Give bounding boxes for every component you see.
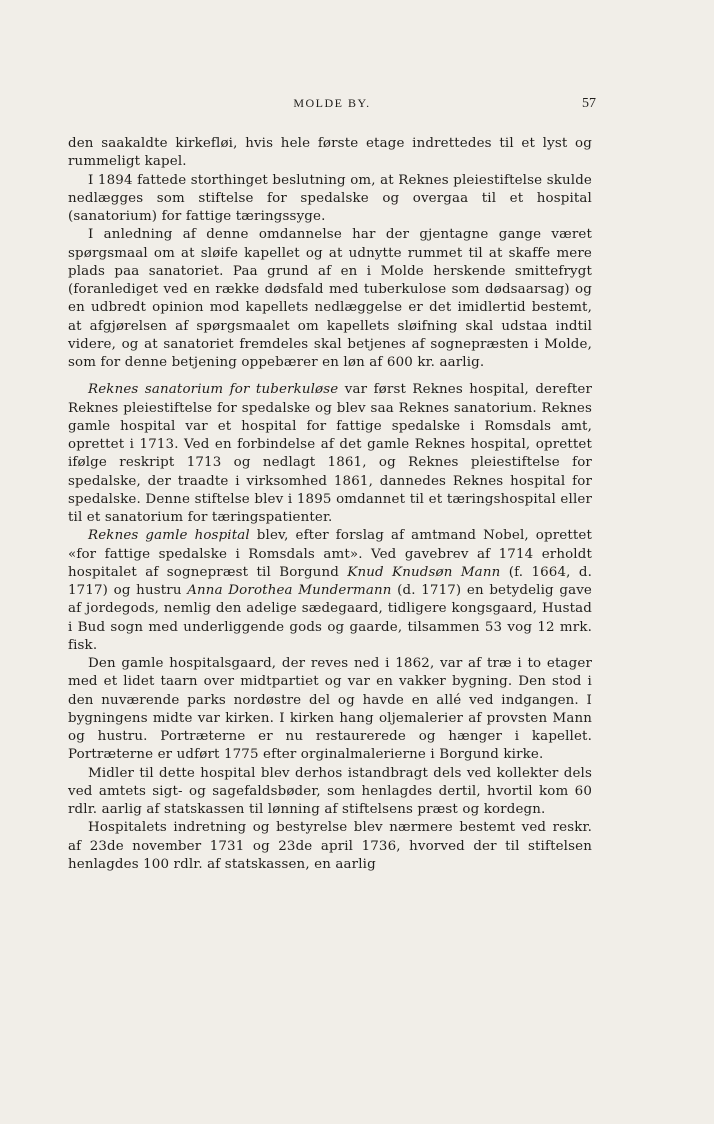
paragraph — [68, 819, 592, 874]
text-run: I anledning af denne omdannelse har der gjentagne gange været spørgsmaal om at sløife kapellet og at udnytte rummet til at skaffe mere plads paa sanatoriet. Paa grund af en i Molde herskende smittefrygt (foranlediget ved en række dødsfald med tuberkulose som dødsaarsag) og en udbredt opinion mod kapellets nedlæggelse er det imidlertid bestemt, at afgjørelsen af spørgsmaalet om kapellets sløifning skal udstaa indtil videre, og at sanatoriet fremdeles skal betjenes af sognepræsten i Molde, som for denne betjening oppebærer en løn af 600 kr. aarlig. — [68, 227, 592, 370]
text-run: den saakaldte kirkefløi, hvis hele første etage indrettedes til et lyst og rummeligt kapel. — [68, 136, 592, 170]
italic-term: Reknes sanatorium for tuberkuløse — [88, 382, 339, 398]
paragraph — [68, 226, 592, 372]
paragraph — [68, 765, 592, 820]
text-run: blev, efter forslag af amtmand Nobel, oprettet «for fattige spedalske i Romsdals amt». Ved gavebrev af 1714 erholdt hospitalet af sognepræst til Borgund — [68, 528, 592, 580]
italic-term: Reknes gamle hospital — [88, 528, 250, 544]
body-text — [68, 135, 592, 874]
page-number: 57 — [582, 96, 596, 111]
text-run: Hospitalets indretning og bestyrelse blev nærmere bestemt ved reskr. af 23de november 1731 og 23de april 1736, hvorved der til stiftelsen henlagdes 100 rdlr. af statskassen, en aarlig — [68, 820, 592, 872]
text-run: var først Reknes hospital, derefter Reknes pleiestiftelse for spedalske og blev saa Reknes sanatorium. Reknes gamle hospital var et hospital for fattige spedalske i Romsdals amt, oprettet i 1713. Ved en forbindelse af det gamle Reknes hospital, oprettet ifølge reskript 1713 og nedlagt 1861, og Reknes pleiestiftelse for spedalske, der traadte i virksomhed 1861, dannedes Reknes hospital for spedalske. Denne stiftelse blev i 1895 omdannet til et tæringshospital eller til et sanatorium for tæringspatienter. — [68, 382, 593, 525]
text-run: Midler til dette hospital blev derhos istandbragt dels ved kollekter dels ved amtets sigt- og sagefaldsbøder, som henlagdes dertil, hvortil kom 60 rdlr. aarlig af statskassen til lønning af stiftelsens præst og kordegn. — [68, 765, 592, 817]
text-run: Den gamle hospitalsgaard, der reves ned i 1862, var af træ i to etager med et lidet taarn over midtpartiet og var en vakker bygning. Den stod i den nuværende parks nordøstre del og havde en allé ved indgangen. I bygningens midte var kirken. I kirken hang oljemalerier af provsten Mann og hustru. Portræterne er nu restaurerede og hænger i kapellet. Portræterne er udført 1775 efter orginalmalerierne i Borgund kirke. — [68, 656, 592, 763]
italic-term: Anna Dorothea Mundermann — [187, 583, 392, 598]
paragraph — [68, 655, 592, 765]
text-run: I 1894 fattede storthinget beslutning om, at Reknes pleiestiftelse skulde nedlægges som stiftelse for spedalske og overgaa til et hospital (sanatorium) for fattige tæringssyge. — [68, 172, 592, 224]
paragraph — [68, 172, 592, 227]
text-run: (f. 1664, d. 1717) og hustru — [68, 564, 593, 598]
italic-term: Knud Knudsøn Mann — [347, 564, 501, 580]
paragraph — [68, 381, 592, 527]
running-head — [68, 96, 596, 112]
running-title: MOLDE BY. — [293, 96, 371, 110]
paragraph — [68, 527, 592, 655]
text-run: (d. 1717) en betydelig gave af jordegods, nemlig den adelige sædegaard, tidligere kongsgaard, Hustad i Bud sogn med underliggende gods og gaarde, tilsammen 53 vog 12 mrk. fisk. — [68, 583, 592, 653]
paragraph — [68, 135, 592, 172]
